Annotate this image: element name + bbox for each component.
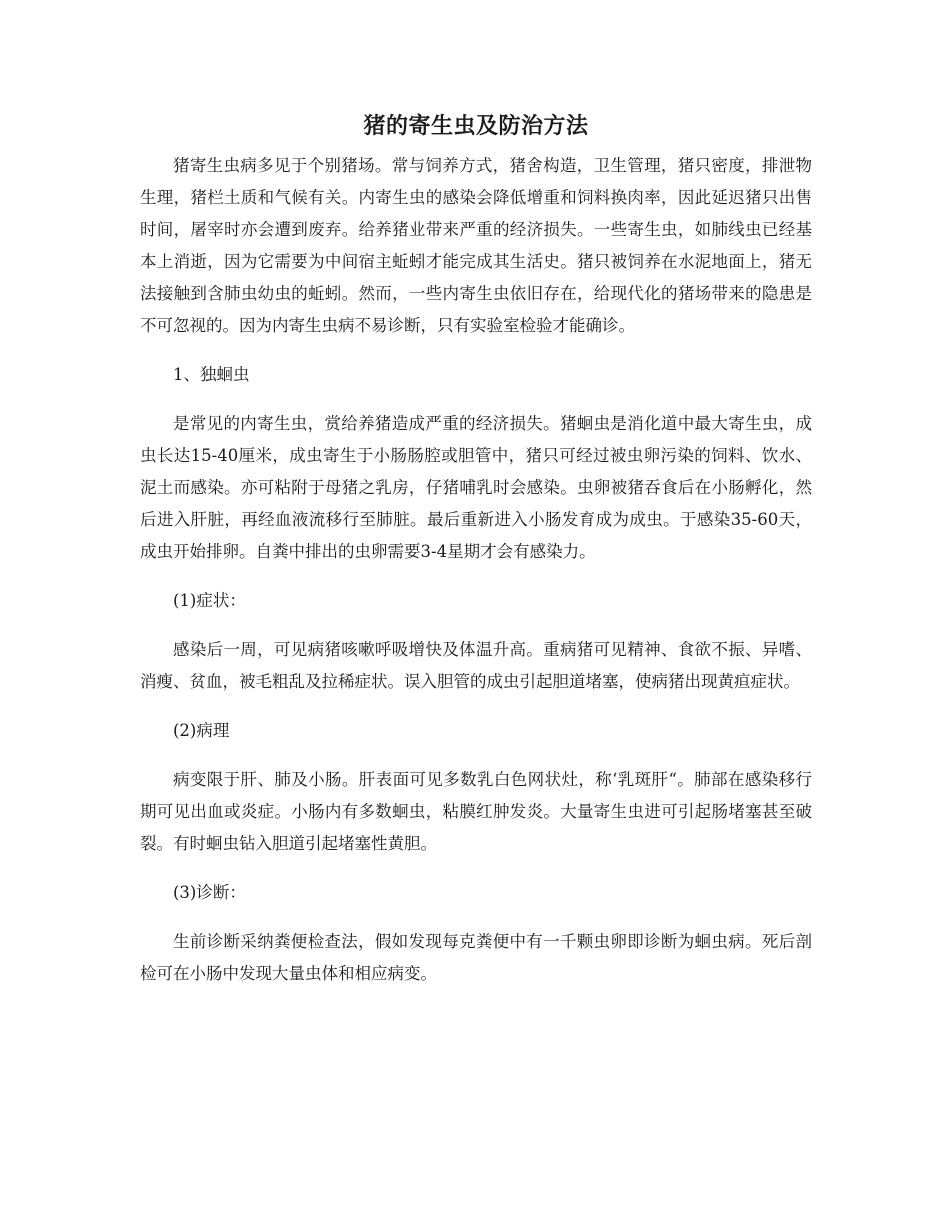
ascaris-paragraph: 是常见的内寄生虫，赏给养猪造成严重的经济损失。猪蛔虫是消化道中最大寄生虫，成虫长达15-40厘米，成虫寄生于小肠肠腔或胆管中，猪只可经过被虫卵污染的饲料、饮水、泥土而感染。亦可粘附于母猪之乳房，仔猪哺乳时会感染。虫卵被猪吞食后在小肠孵化，然后进入肝脏，再经血液流移行至肺脏。最后重新进入小肠发育成为成虫。于感染35-60天，成虫开始排卵。自粪中排出的虫卵需要3-4星期才会有感染力。 bbox=[140, 414, 812, 561]
section-heading-ascaris: 1、独蛔虫 bbox=[173, 365, 250, 384]
diagnosis-paragraph: 生前诊断采纳粪便检查法，假如发现每克粪便中有一千颗虫卵即诊断为蛔虫病。死后剖检可在小肠中发现大量虫体和相应病变。 bbox=[140, 932, 812, 983]
pathology-paragraph: 病变限于肝、肺及小肠。肝表面可见多数乳白色网状灶，称‘乳斑肝“。肺部在感染移行期可见出血或炎症。小肠内有多数蛔虫，粘膜红肿发炎。大量寄生虫进可引起肠堵塞甚至破裂。有时蛔虫钻入胆道引起堵塞性黄胆。 bbox=[140, 770, 812, 853]
pathology-heading: (2)病理 bbox=[173, 721, 230, 740]
document-page bbox=[140, 104, 812, 990]
intro-paragraph: 猪寄生虫病多见于个别猪场。常与饲养方式，猪舍构造，卫生管理，猪只密度，排泄物生理，猪栏土质和气候有关。内寄生虫的感染会降低增重和饲料换肉率，因此延迟猪只出售时间，屠宰时亦会遭到废弃。给养猪业带来严重的经济损失。一些寄生虫，如肺线虫已经基本上消逝，因为它需要为中间宿主蚯蚓才能完成其生活史。猪只被饲养在水泥地面上，猪无法接触到含肺虫幼虫的蚯蚓。然而，一些内寄生虫依旧存在，给现代化的猪场带来的隐患是不可忽视的。因为内寄生虫病不易诊断，只有实验室检验才能确诊。 bbox=[140, 156, 812, 335]
symptoms-heading: (1)症状： bbox=[173, 591, 246, 610]
document-title: 猪的寄生虫及防治方法 bbox=[363, 113, 589, 139]
symptoms-paragraph: 感染后一周，可见病猪咳嗽呼吸增快及体温升高。重病猪可见精神、食欲不振、异嗜、消瘦、贫血，被毛粗乱及拉稀症状。误入胆管的成虫引起胆道堵塞，使病猪出现黄疸症状。 bbox=[140, 640, 812, 691]
diagnosis-heading: (3)诊断： bbox=[173, 883, 246, 902]
